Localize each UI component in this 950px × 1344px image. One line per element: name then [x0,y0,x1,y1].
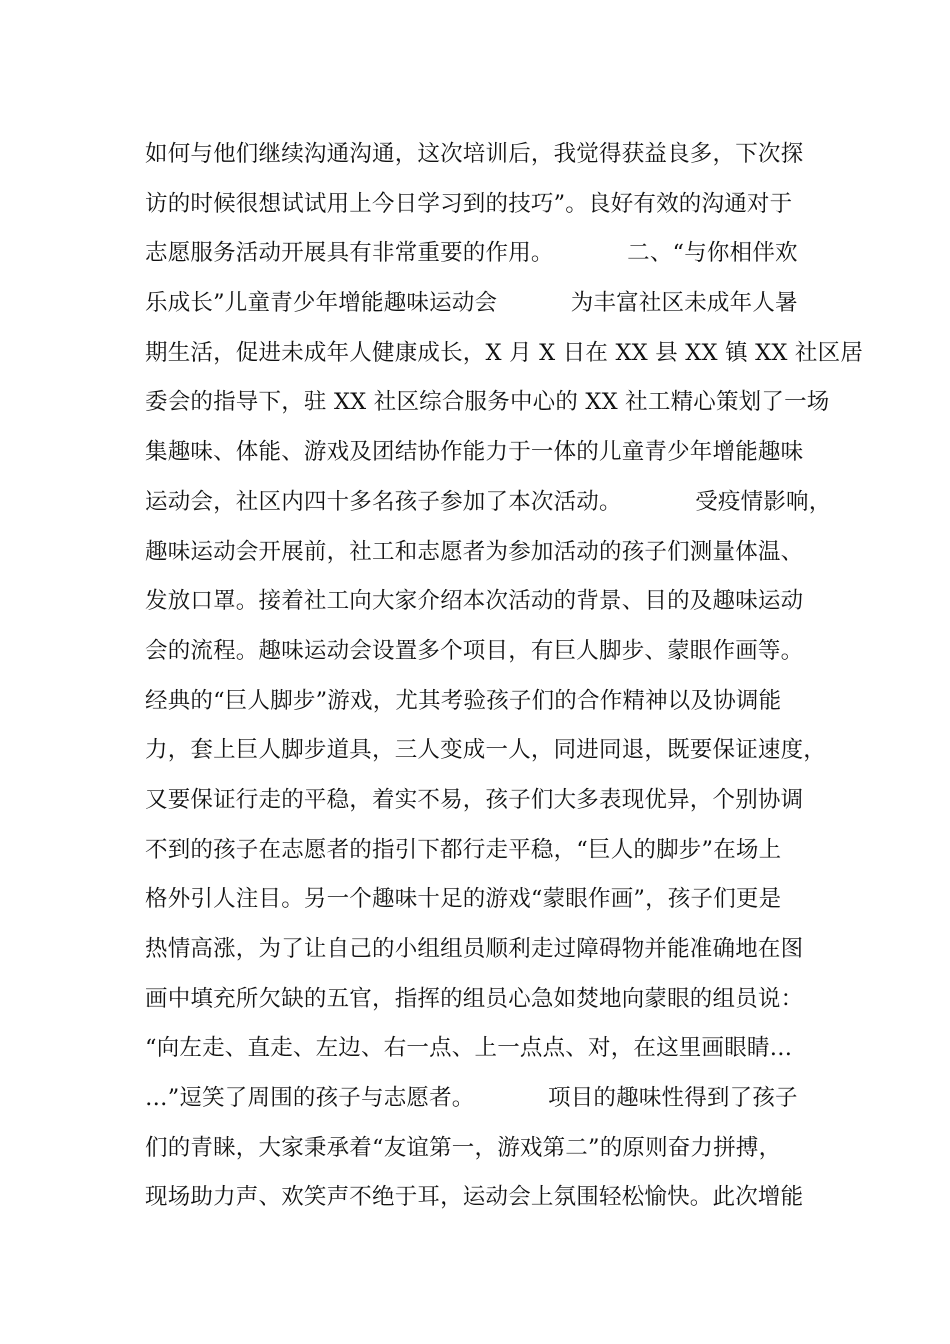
text-line: 发放口罩。接着社工向大家介绍本次活动的背景、目的及趣味运动 [145,588,804,615]
text-line: 格外引人注目。另一个趣味十足的游戏“蒙眼作画”，孩子们更是 [145,886,782,913]
text-line: 现场助力声、欢笑声不绝于耳，运动会上氛围轻松愉快。此次增能 [145,1184,804,1211]
text-line: 运动会，社区内四十多名孩子参加了本次活动。 受疫情影响， [145,488,832,515]
text-line: 经典的“巨人脚步”游戏，尤其考验孩子们的合作精神以及协调能 [145,687,782,714]
text-line: “向左走、直走、左边、右一点、上一点点、对，在这里画眼睛… [145,1035,793,1062]
text-line: 志愿服务活动开展具有非常重要的作用。 二、“与你相伴欢 [145,240,798,267]
text-line: 期生活，促进未成年人健康成长，X 月 X 日在 XX 县 XX 镇 XX 社区居 [145,339,864,366]
text-line: 集趣味、体能、游戏及团结协作能力于一体的儿童青少年增能趣味 [145,439,804,466]
text-line: 如何与他们继续沟通沟通，这次培训后，我觉得获益良多，下次探 [145,141,804,167]
text-line: 乐成长”儿童青少年增能趣味运动会 为丰富社区未成年人暑 [145,290,798,317]
text-line: 又要保证行走的平稳，着实不易，孩子们大多表现优异，个别协调 [145,786,804,813]
text-line: 不到的孩子在志愿者的指引下都行走平稳，“巨人的脚步”在场上 [145,836,782,863]
text-line: 们的青睐，大家秉承着“友谊第一，游戏第二”的原则奋力拼搏， [145,1134,782,1161]
text-line: 热情高涨，为了让自己的小组组员顺利走过障碍物并能准确地在图 [145,936,804,962]
text-line: 访的时候很想试试用上今日学习到的技巧”。良好有效的沟通对于 [145,190,793,217]
text-line: 画中填充所欠缺的五官，指挥的组员心急如焚地向蒙眼的组员说： [145,985,804,1012]
text-line: 力，套上巨人脚步道具，三人变成一人，同进同退，既要保证速度， [145,737,827,764]
body-text [145,133,864,1226]
text-line: 会的流程。趣味运动会设置多个项目，有巨人脚步、蒙眼作画等。 [145,637,804,664]
text-line: …”逗笑了周围的孩子与志愿者。 项目的趣味性得到了孩子 [145,1085,798,1112]
text-line: 委会的指导下，驻 XX 社区综合服务中心的 XX 社工精心策划了一场 [145,389,830,416]
text-line: 趣味运动会开展前，社工和志愿者为参加活动的孩子们测量体温、 [145,538,804,565]
